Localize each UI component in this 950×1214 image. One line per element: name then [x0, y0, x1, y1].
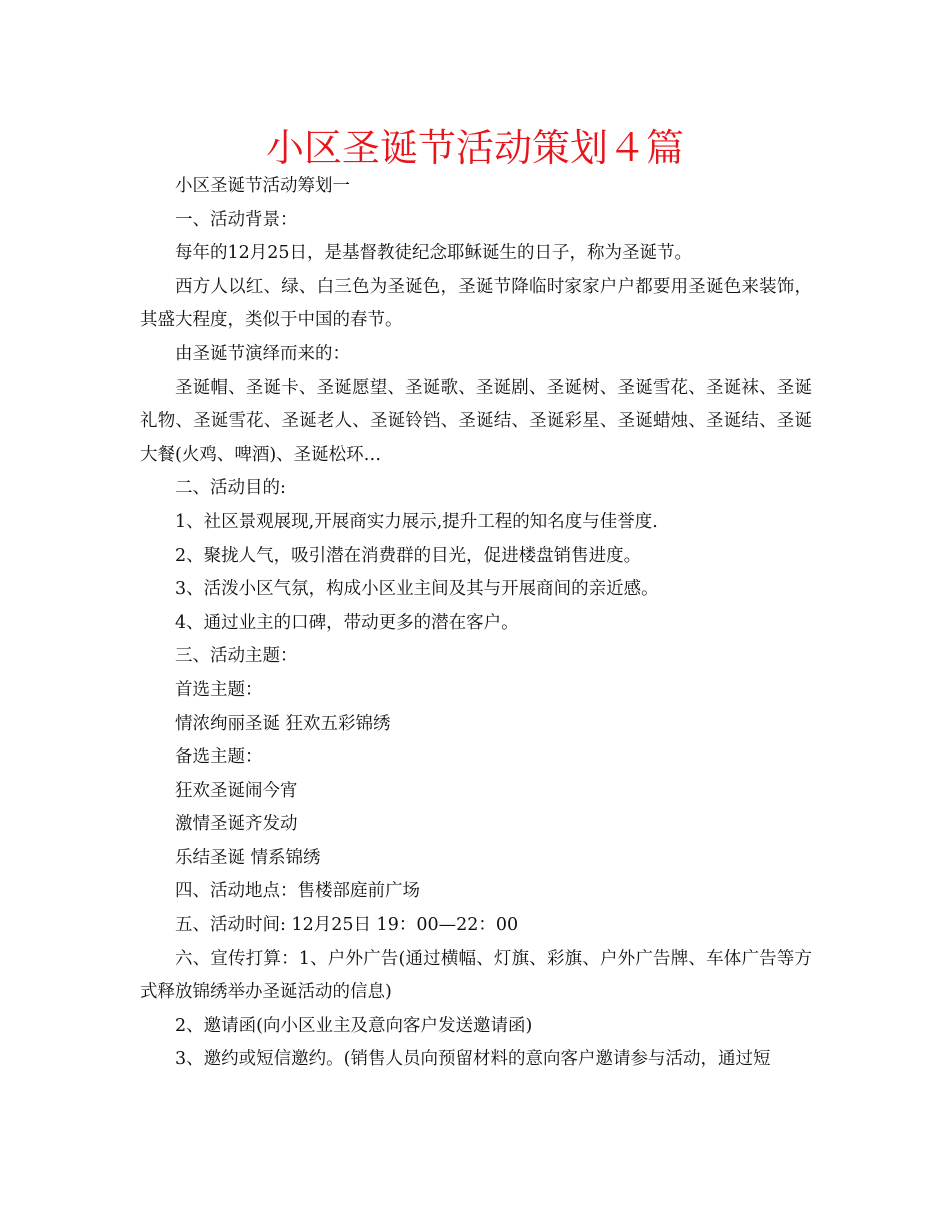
paragraph: 首选主题：: [175, 679, 263, 700]
paragraph: 2、邀请函(向小区业主及意向客户发送邀请函): [175, 1015, 533, 1036]
paragraph: 四、活动地点：售楼部庭前广场: [175, 881, 420, 902]
paragraph: 情浓绚丽圣诞 狂欢五彩锦绣: [175, 713, 391, 734]
paragraph: 三、活动主题：: [175, 646, 298, 667]
paragraph: 由圣诞节演绎而来的：: [175, 343, 350, 364]
paragraph: 乐结圣诞 情系锦绣: [175, 847, 321, 868]
document-body: [140, 170, 812, 1077]
paragraph: 3、活泼小区气氛，构成小区业主间及其与开展商间的亲近感。: [175, 579, 659, 600]
paragraph: 西方人以红、绿、白三色为圣诞色，圣诞节降临时家家户户都要用圣诞色来装饰，其盛大程度，类似于中国的春节。: [140, 276, 812, 331]
paragraph: 二、活动目的:: [175, 478, 286, 499]
paragraph: 备选主题：: [175, 747, 263, 768]
paragraph: 一、活动背景：: [175, 209, 298, 230]
document-title: 小区圣诞节活动策划４篇: [265, 126, 684, 170]
paragraph: 五、活动时间: 12月25日 19：00—22：00: [175, 915, 519, 936]
paragraph: 圣诞帽、圣诞卡、圣诞愿望、圣诞歌、圣诞剧、圣诞树、圣诞雪花、圣诞袜、圣诞礼物、圣诞雪花、圣诞老人、圣诞铃铛、圣诞结、圣诞彩星、圣诞蜡烛、圣诞结、圣诞大餐(火鸡、啤酒)、圣诞松环…: [140, 377, 812, 465]
paragraph: 六、宣传打算：1、户外广告(通过横幅、灯旗、彩旗、户外广告牌、车体广告等方式释放锦绣举办圣诞活动的信息): [140, 948, 812, 1003]
paragraph: 1、社区景观展现,开展商实力展示,提升工程的知名度与佳誉度.: [175, 511, 658, 532]
paragraph: 每年的12月25日，是基督教徒纪念耶稣诞生的日子，称为圣诞节。: [175, 243, 693, 264]
paragraph: 小区圣诞节活动筹划一: [175, 176, 350, 196]
paragraph: 2、聚拢人气，吸引潜在消费群的目光，促进楼盘销售进度。: [175, 545, 642, 566]
paragraph: 狂欢圣诞闹今宵: [175, 780, 298, 801]
paragraph: 激情圣诞齐发动: [175, 814, 298, 835]
paragraph: 3、邀约或短信邀约。(销售人员向预留材料的意向客户邀请参与活动，通过短: [175, 1049, 771, 1070]
paragraph: 4、通过业主的口碑，带动更多的潜在客户。: [175, 612, 519, 633]
